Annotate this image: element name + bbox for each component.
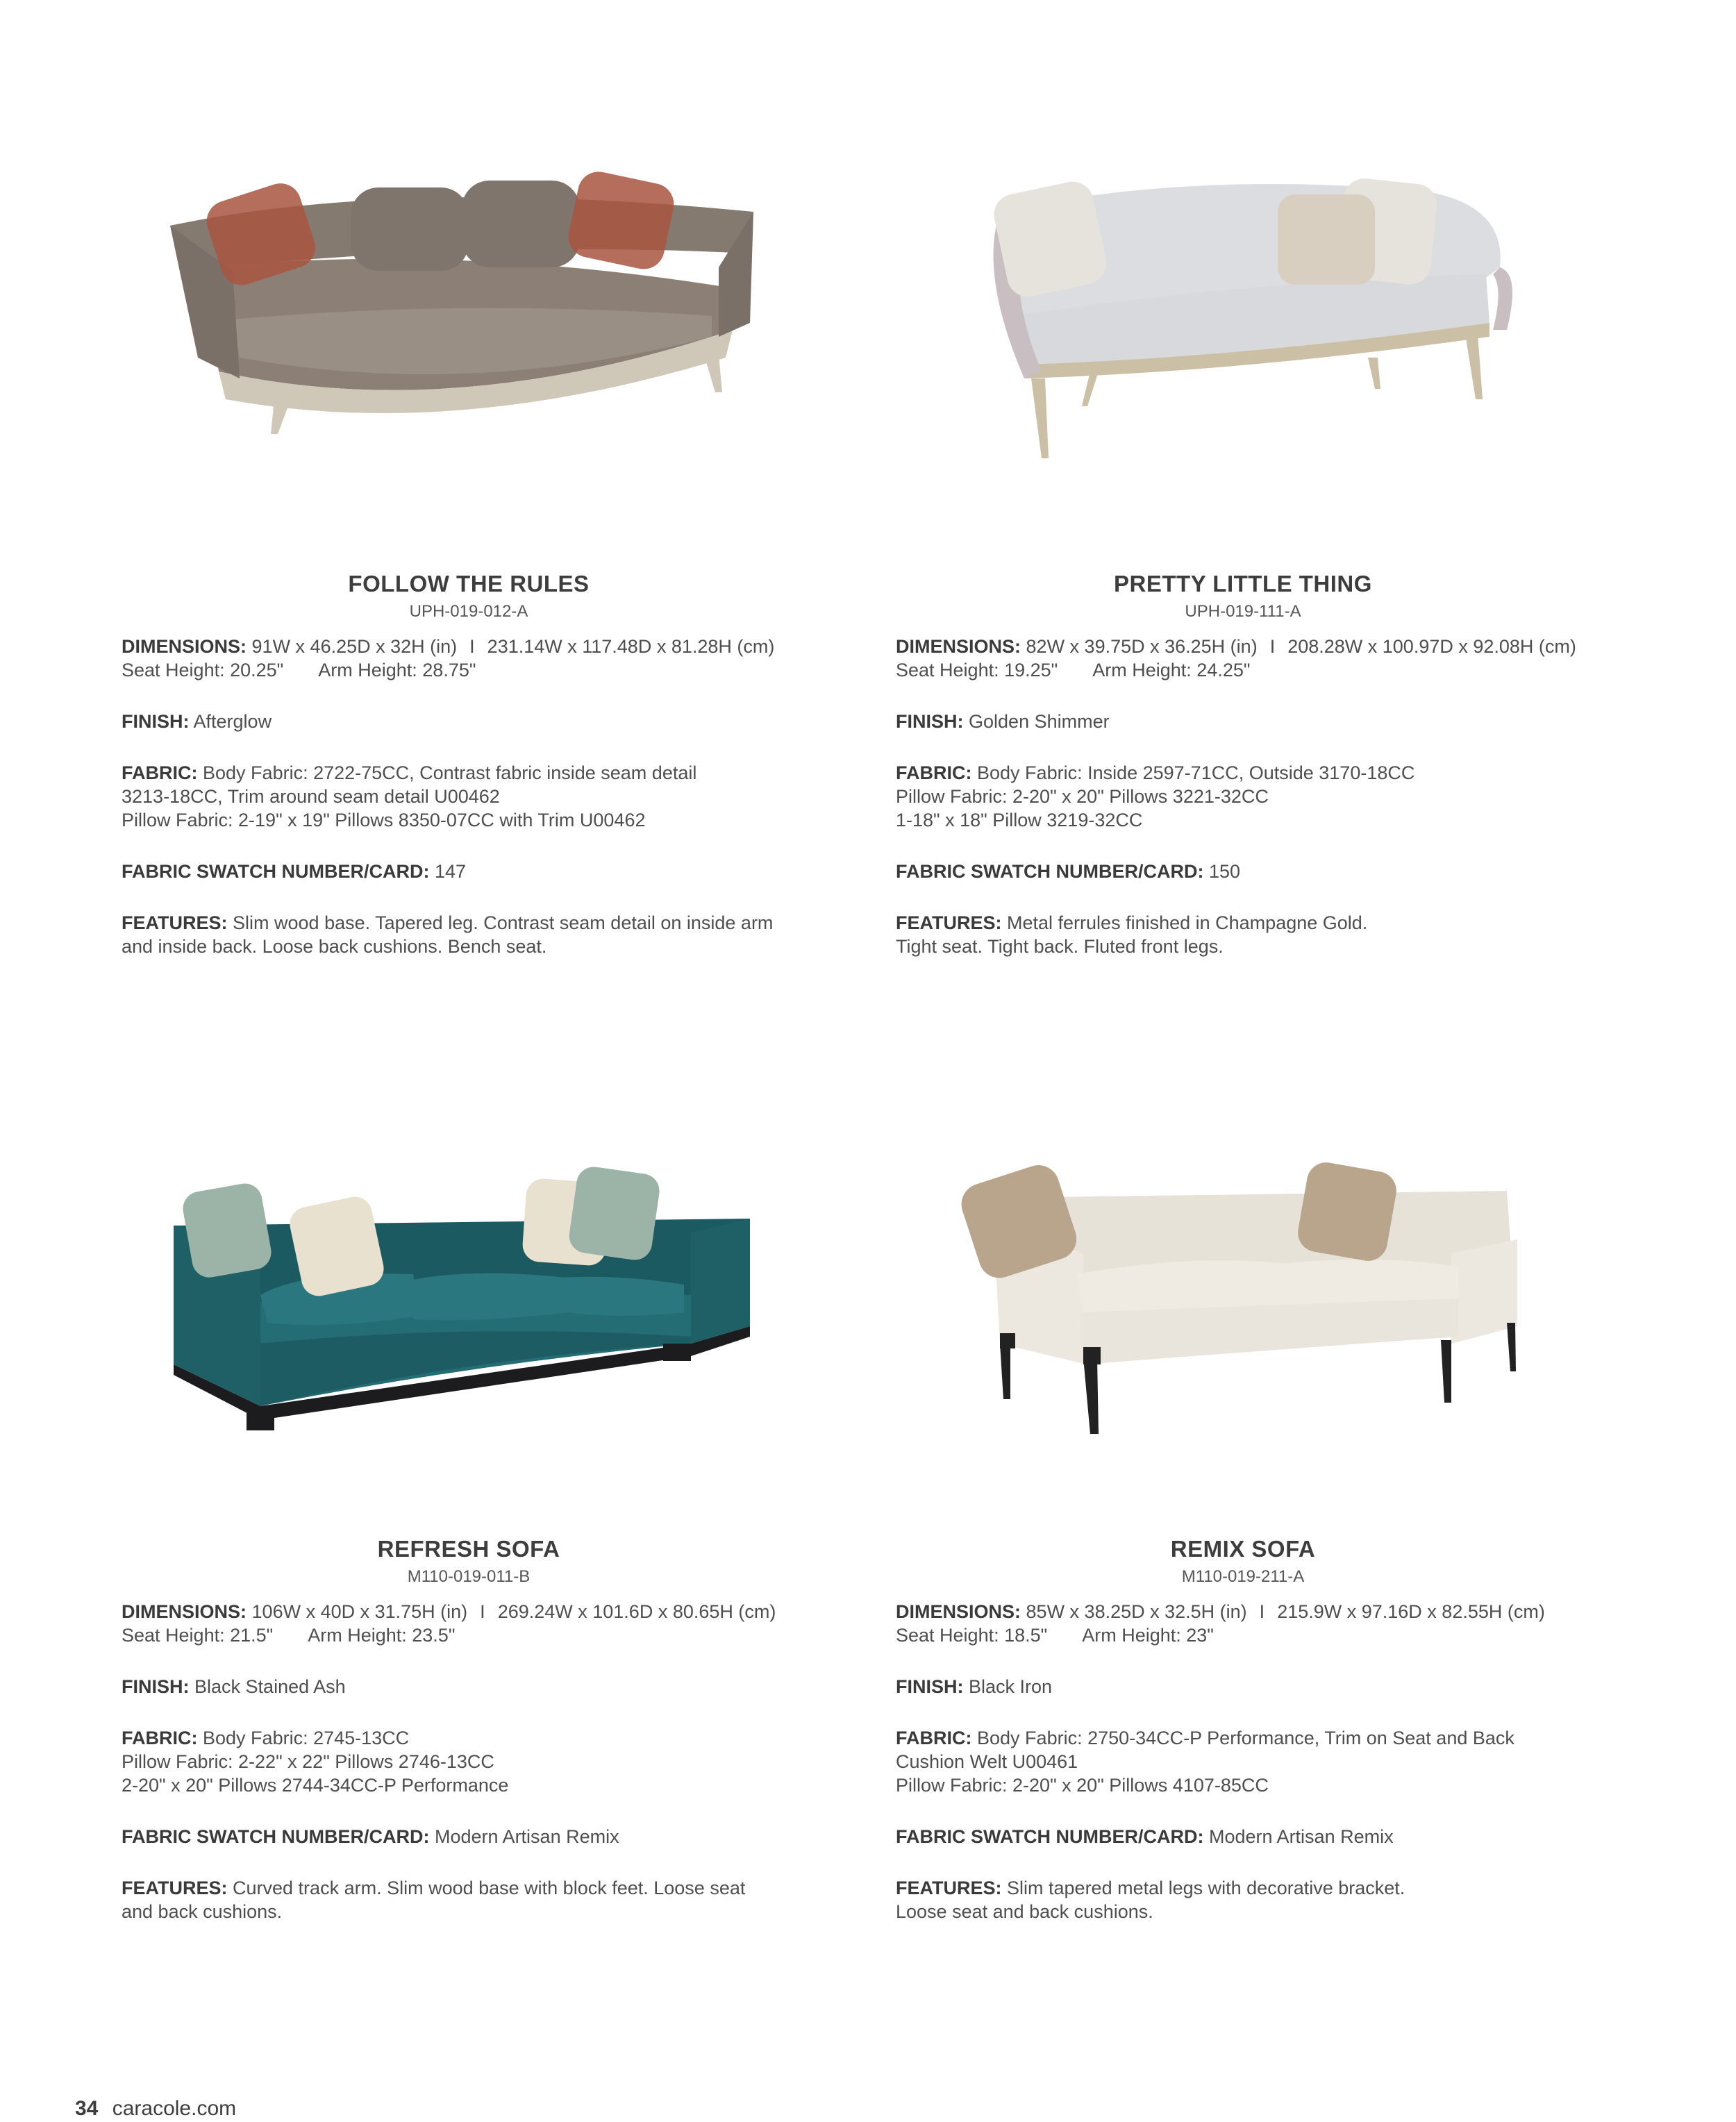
product-image-refresh-sofa	[122, 1135, 816, 1524]
product-title: PRETTY LITTLE THING	[1114, 571, 1372, 596]
fabric-block: FABRIC: Body Fabric: 2722-75CC, Contrast fabric inside seam detail 3213-18CC, Trim around seam detail U00462 Pillow Fabric: 2-19" x 19" Pillows 8350-07CC with Trim U00462	[122, 762, 697, 830]
features-block: FEATURES: Curved track arm. Slim wood base with block feet. Loose seat and back cushions.	[122, 1878, 746, 1922]
product-title: REFRESH SOFA	[377, 1536, 560, 1562]
dimensions-block: DIMENSIONS: 91W x 46.25D x 32H (in) I 231.14W x 117.48D x 81.28H (cm) Seat Height: 20.25" Arm Height: 28.75"	[122, 636, 775, 680]
sofa-illustration	[896, 149, 1590, 538]
features-block: FEATURES: Metal ferrules finished in Champagne Gold. Tight seat. Tight back. Fluted front legs.	[896, 912, 1368, 957]
product-image-follow-the-rules	[122, 149, 816, 538]
dimensions-block: DIMENSIONS: 85W x 38.25D x 32.5H (in) I 215.9W x 97.16D x 82.55H (cm) Seat Height: 18.5" Arm Height: 23"	[896, 1601, 1545, 1646]
product-sku: UPH-019-111-A	[1185, 602, 1301, 621]
page-footer	[75, 2097, 236, 2121]
fabric-block: FABRIC: Body Fabric: 2745-13CC Pillow Fabric: 2-22" x 22" Pillows 2746-13CC 2-20" x 20" Pillows 2744-34CC-P Performance	[122, 1728, 509, 1796]
finish-block: FINISH: Golden Shimmer	[896, 711, 1110, 732]
fabric-block: FABRIC: Body Fabric: 2750-34CC-P Performance, Trim on Seat and Back Cushion Welt U00461 Pillow Fabric: 2-20" x 20" Pillows 4107-85CC	[896, 1728, 1514, 1796]
finish-block: FINISH: Afterglow	[122, 711, 272, 732]
fabric-block: FABRIC: Body Fabric: Inside 2597-71CC, Outside 3170-18CC Pillow Fabric: 2-20" x 20" Pillows 3221-32CC 1-18" x 18" Pillow 3219-32CC	[896, 762, 1415, 830]
product-sku: M110-019-211-A	[1181, 1567, 1305, 1586]
swatch-block: FABRIC SWATCH NUMBER/CARD: Modern Artisan Remix	[896, 1826, 1394, 1847]
dimensions-block: DIMENSIONS: 106W x 40D x 31.75H (in) I 269.24W x 101.6D x 80.65H (cm) Seat Height: 21.5" Arm Height: 23.5"	[122, 1601, 776, 1646]
swatch-block: FABRIC SWATCH NUMBER/CARD: 150	[896, 861, 1241, 882]
sofa-illustration	[122, 1135, 816, 1524]
sofa-illustration	[122, 149, 816, 538]
product-title: FOLLOW THE RULES	[348, 571, 590, 596]
sofa-illustration	[896, 1135, 1590, 1524]
product-sku: M110-019-011-B	[407, 1567, 531, 1586]
product-image-pretty-little-thing	[896, 149, 1590, 538]
finish-block: FINISH: Black Iron	[896, 1676, 1053, 1697]
swatch-block: FABRIC SWATCH NUMBER/CARD: Modern Artisan Remix	[122, 1826, 619, 1847]
dimensions-block: DIMENSIONS: 82W x 39.75D x 36.25H (in) I 208.28W x 100.97D x 92.08H (cm) Seat Height: 19.25" Arm Height: 24.25"	[896, 636, 1576, 680]
swatch-block: FABRIC SWATCH NUMBER/CARD: 147	[122, 861, 467, 882]
product-specs	[122, 635, 816, 986]
features-block: FEATURES: Slim tapered metal legs with decorative bracket. Loose seat and back cushions.	[896, 1878, 1405, 1922]
page-number: 34	[75, 2097, 99, 2120]
finish-block: FINISH: Black Stained Ash	[122, 1676, 346, 1697]
product-image-remix-sofa	[896, 1135, 1590, 1524]
product-title: REMIX SOFA	[1170, 1536, 1316, 1562]
product-specs	[122, 1600, 816, 1951]
footer-site-link[interactable]: caracole.com	[112, 2097, 237, 2120]
features-block: FEATURES: Slim wood base. Tapered leg. Contrast seam detail on inside arm and inside back. Loose back cushions. Bench seat.	[122, 912, 774, 957]
product-sku: UPH-019-012-A	[409, 602, 528, 621]
product-specs	[896, 1600, 1590, 1951]
product-specs	[896, 635, 1590, 986]
